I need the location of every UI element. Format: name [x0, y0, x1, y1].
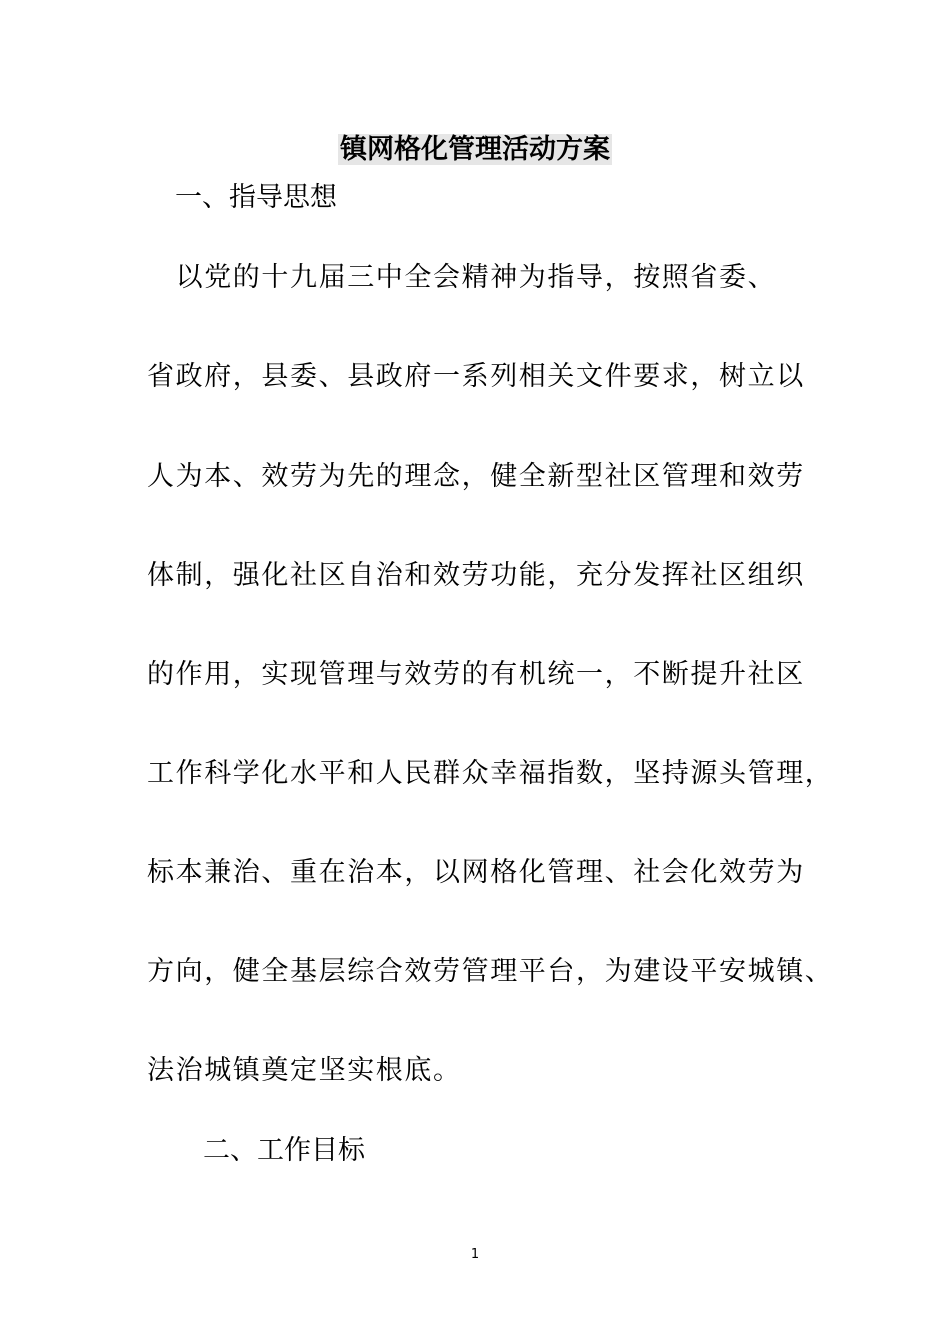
document-title-text: 镇网格化管理活动方案: [340, 134, 610, 165]
paragraph-line: 法治城镇奠定坚实根底。: [147, 1055, 462, 1086]
document-title: [0, 130, 950, 170]
paragraph-line: 省政府，县委、县政府一系列相关文件要求，树立以: [147, 361, 805, 392]
paragraph-line: 以党的十九届三中全会精神为指导，按照省委、: [147, 262, 777, 293]
section-heading-guiding-ideology: 一、指导思想: [175, 182, 337, 213]
paragraph-line: 标本兼治、重在治本，以网格化管理、社会化效劳为: [147, 857, 805, 888]
paragraph-line: 人为本、效劳为先的理念，健全新型社区管理和效劳: [147, 461, 805, 492]
paragraph-line: 工作科学化水平和人民群众幸福指数，坚持源头管理，: [147, 758, 834, 789]
paragraph-line: 方向，健全基层综合效劳管理平台，为建设平安城镇、: [147, 956, 834, 987]
paragraph-line: 体制，强化社区自治和效劳功能，充分发挥社区组织: [147, 560, 805, 591]
page-number: 1: [470, 1247, 480, 1262]
section-heading-work-goals: 二、工作目标: [203, 1135, 365, 1166]
paragraph-line: 的作用，实现管理与效劳的有机统一，不断提升社区: [147, 659, 805, 690]
